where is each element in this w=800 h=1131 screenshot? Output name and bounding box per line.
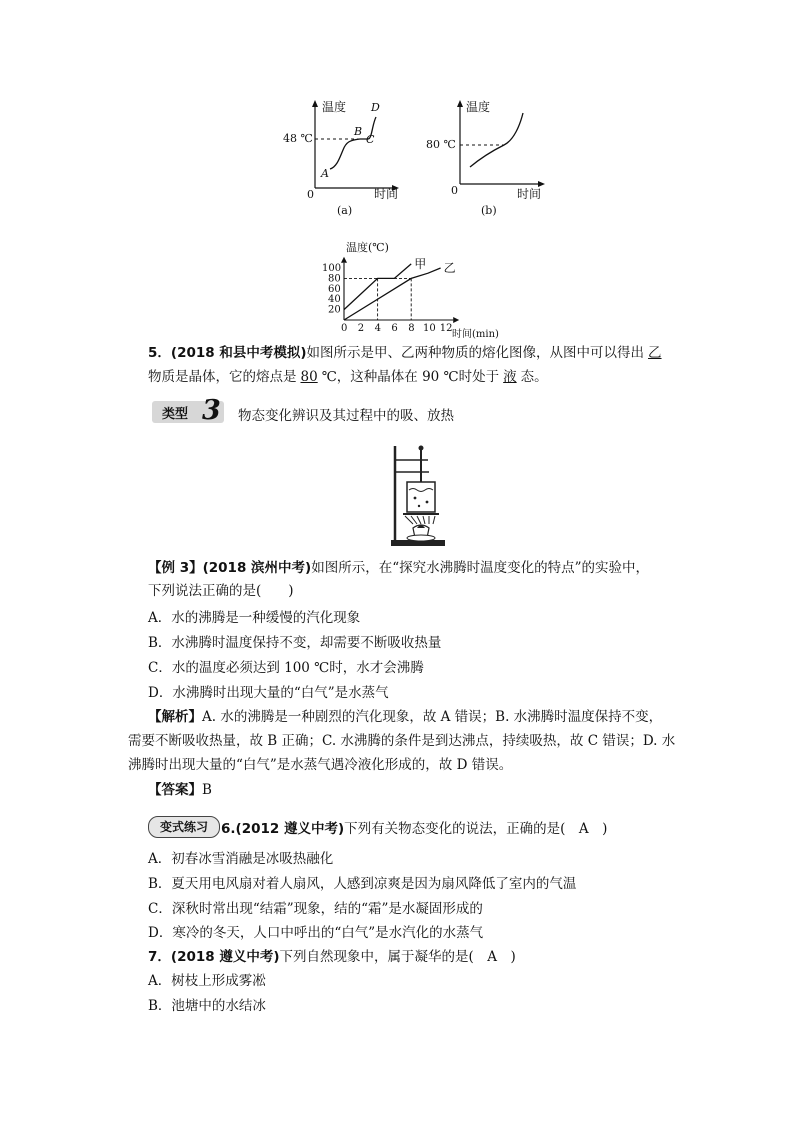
q7-option-a: A．树枝上形成雾凇 bbox=[148, 973, 266, 989]
graph-a-xlabel: 时间 bbox=[374, 187, 399, 201]
graph-a-point-c: C bbox=[366, 133, 375, 146]
graph-b-origin: 0 bbox=[451, 184, 458, 197]
graph-a bbox=[280, 95, 410, 220]
boiling-apparatus-figure bbox=[383, 440, 453, 555]
graph-a-point-a: A bbox=[321, 167, 329, 180]
q6-option-b: B．夏天用电风扇对着人扇风，人感到凉爽是因为扇风降低了室内的气温 bbox=[148, 876, 577, 892]
chart-ylabel: 温度(℃) bbox=[346, 241, 389, 254]
q5-blank-2: 80 bbox=[300, 369, 318, 385]
x-tick-label: 0 bbox=[341, 323, 348, 334]
y-tick-label: 100 bbox=[322, 263, 342, 274]
graph-b-xlabel: 时间 bbox=[517, 187, 542, 201]
y-tick-label: 80 bbox=[328, 273, 341, 285]
graph-b bbox=[420, 95, 550, 220]
graph-a-point-d: D bbox=[371, 101, 380, 114]
x-tick-label: 4 bbox=[374, 323, 381, 334]
q7-option-b: B．池塘中的水结冰 bbox=[148, 998, 266, 1014]
graph-a-caption: (a) bbox=[337, 204, 353, 217]
y-tick-label: 60 bbox=[328, 283, 341, 295]
example-3-option-d: D．水沸腾时出现大量的“白气”是水蒸气 bbox=[148, 685, 389, 701]
example-3-line-2: 下列说法正确的是( ) bbox=[148, 583, 294, 599]
graph-a-ylabel: 温度 bbox=[322, 100, 347, 114]
graph-a-temp: 48 ℃ bbox=[283, 132, 313, 145]
series-line-1 bbox=[344, 264, 411, 310]
series-label-1: 甲 bbox=[414, 256, 427, 271]
graph-a-origin: 0 bbox=[307, 188, 314, 201]
graph-b-temp: 80 ℃ bbox=[426, 138, 456, 151]
type-badge: 类型 3 bbox=[152, 401, 224, 423]
x-tick-label: 8 bbox=[408, 323, 415, 334]
example-3-line-1: 【例 3】(2018 滨州中考)如图所示，在“探究水沸腾时温度变化的特点”的实验中， bbox=[148, 560, 650, 576]
x-tick-label: 10 bbox=[423, 323, 436, 334]
variant-badge: 变式练习 bbox=[148, 816, 220, 838]
answer-line: 【答案】B bbox=[148, 782, 212, 798]
q6-option-a: A．初春冰雪消融是冰吸热融化 bbox=[148, 851, 334, 867]
melting-chart bbox=[316, 238, 516, 340]
analysis-line-2: 需要不断吸收热量，故 B 正确；C. 水沸腾的条件是到达沸点，持续吸热，故 C 错误；D. 水 bbox=[128, 733, 676, 749]
q6-option-d: D．寒冷的冬天，人口中呼出的“白气”是水汽化的水蒸气 bbox=[148, 925, 484, 941]
x-axis-arrow bbox=[453, 317, 459, 323]
x-tick-label: 6 bbox=[391, 323, 398, 334]
question-5: 5．(2018 和县中考模拟)如图所示是甲、乙两种物质的熔化图像，从图中可以得出 乙 bbox=[148, 344, 666, 362]
example-3-option-b: B．水沸腾时温度保持不变，却需要不断吸收热量 bbox=[148, 635, 442, 651]
example-3-option-a: A．水的沸腾是一种缓慢的汽化现象 bbox=[148, 610, 361, 626]
q6-option-c: C．深秋时常出现“结霜”现象，结的“霜”是水凝固形成的 bbox=[148, 901, 483, 917]
question-5-cont: 物质是晶体，它的熔点是 80 ℃，这种晶体在 90 ℃时处于 液 态。 bbox=[148, 369, 548, 385]
question-6: 6.(2012 遵义中考)下列有关物态变化的说法，正确的是( A ) bbox=[221, 821, 608, 837]
analysis-line-3: 沸腾时出现大量的“白气”是水蒸气遇冷液化形成的，故 D 错误。 bbox=[128, 757, 513, 773]
y-tick-label: 20 bbox=[328, 304, 341, 316]
q5-blank-3: 液 bbox=[503, 369, 517, 385]
x-tick-label: 12 bbox=[439, 323, 453, 334]
y-tick-label: 40 bbox=[328, 294, 341, 306]
x-tick-label: 2 bbox=[357, 323, 365, 334]
y-axis-arrow bbox=[341, 257, 347, 263]
question-7: 7．(2018 遵义中考)下列自然现象中，属于凝华的是( A ) bbox=[148, 949, 516, 965]
series-line-2 bbox=[344, 268, 441, 320]
chart-xlabel: 时间(min) bbox=[452, 329, 499, 340]
analysis-line-1: 【解析】A. 水的沸腾是一种剧烈的汽化现象，故 A 错误；B. 水沸腾时温度保持不变， bbox=[148, 709, 663, 725]
graph-b-ylabel: 温度 bbox=[466, 100, 491, 114]
graph-a-point-b: B bbox=[354, 125, 363, 138]
example-3-option-c: C．水的温度必须达到 100 ℃时，水才会沸腾 bbox=[148, 660, 424, 676]
q5-blank-1: 乙 bbox=[648, 345, 662, 361]
type-title: 物态变化辨识及其过程中的吸、放热 bbox=[238, 408, 454, 424]
series-label-2: 乙 bbox=[443, 261, 456, 275]
graph-b-caption: (b) bbox=[481, 204, 497, 217]
